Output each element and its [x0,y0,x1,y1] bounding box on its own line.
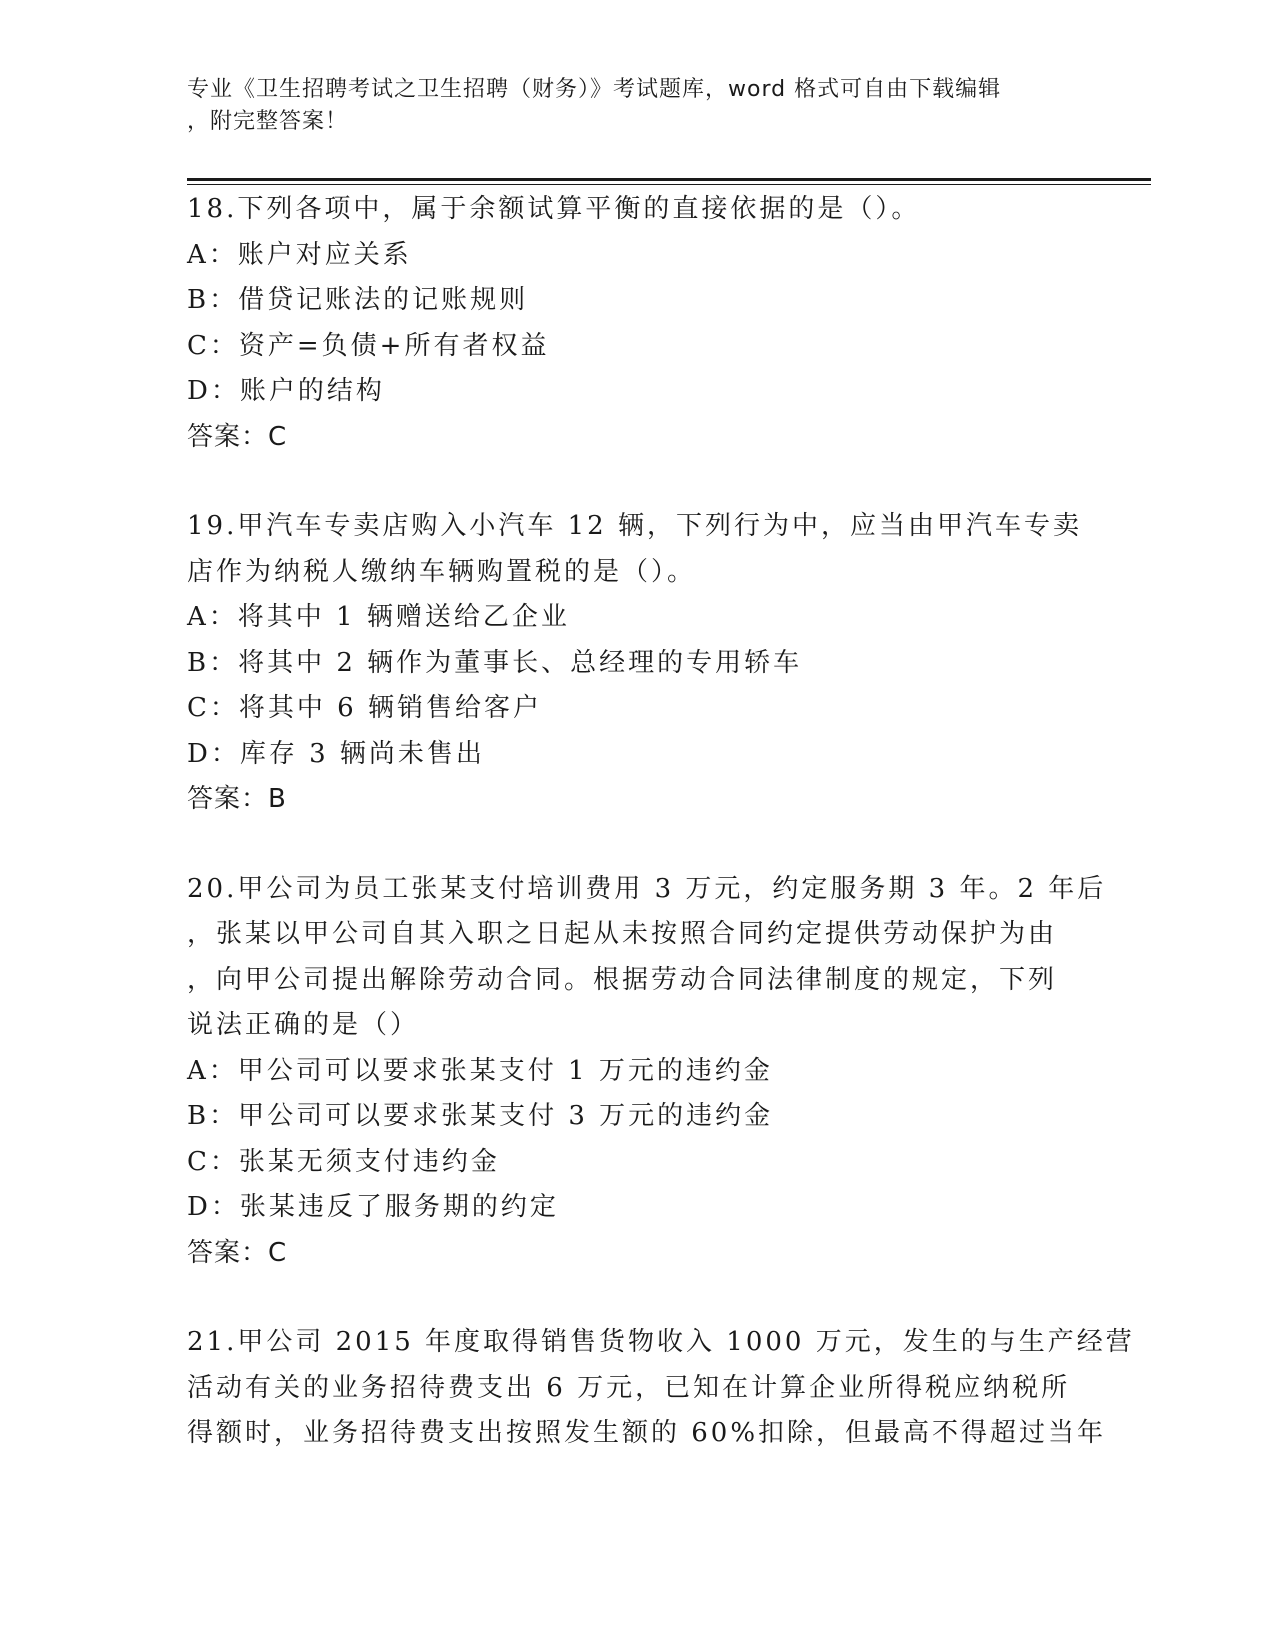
question-stem-line: 20.甲公司为员工张某支付培训费用 3 万元，约定服务期 3 年。2 年后 [187,873,1107,904]
question-21 [187,1320,1135,1457]
question-list [187,187,1135,1501]
question-stem-line: 说法正确的是（） [187,1010,420,1040]
header-rule-thick [187,178,1151,181]
question-stem-line: 18.下列各项中，属于余额试算平衡的直接依据的是（）。 [187,194,921,224]
header-rule-thin [187,184,1151,185]
question-stem-line: 活动有关的业务招待费支出 6 万元，已知在计算企业所得税应纳税所 [187,1372,1071,1403]
question-18 [187,187,1087,460]
option-d: D：库存 3 辆尚未售出 [187,738,485,769]
option-c: C：将其中 6 辆销售给客户 [187,693,542,723]
question-stem-line: ，向甲公司提出解除劳动合同。根据劳动合同法律制度的规定，下列 [187,964,1058,995]
question-20 [187,867,1107,1277]
option-a: A：将其中 1 辆赠送给乙企业 [187,602,570,632]
question-stem-line: 得额时，业务招待费支出按照发生额的 60%扣除，但最高不得超过当年 [187,1418,1107,1448]
answer: 答案：B [187,784,287,814]
option-a: A：甲公司可以要求张某支付 1 万元的违约金 [187,1055,773,1086]
option-d: D：账户的结构 [187,376,385,406]
answer: 答案：C [187,421,288,452]
question-stem-line: 19.甲汽车专卖店购入小汽车 12 辆，下列行为中，应当由甲汽车专卖 [187,511,1082,541]
document-header [187,74,1087,138]
question-19 [187,504,1087,823]
option-c: C：张某无须支付违约金 [187,1146,500,1177]
option-b: B：甲公司可以要求张某支付 3 万元的违约金 [187,1101,774,1131]
option-b: B：将其中 2 辆作为董事长、总经理的专用轿车 [187,647,803,678]
option-d: D：张某违反了服务期的约定 [187,1192,559,1222]
header-line-1: 专业《卫生招聘考试之卫生招聘（财务）》考试题库，word 格式可自由下载编辑 [187,77,1002,102]
header-line-2: ，附完整答案！ [187,109,349,134]
question-stem-line: 21.甲公司 2015 年度取得销售货物收入 1000 万元，发生的与生产经营 [187,1327,1135,1357]
question-stem-line: 店作为纳税人缴纳车辆购置税的是（）。 [187,556,697,587]
option-a: A：账户对应关系 [187,239,412,270]
answer: 答案：C [187,1237,288,1268]
option-c: C：资产=负债+所有者权益 [187,330,550,361]
question-stem-line: ，张某以甲公司自其入职之日起从未按照合同约定提供劳动保护为由 [187,919,1058,949]
option-b: B：借贷记账法的记账规则 [187,285,529,315]
